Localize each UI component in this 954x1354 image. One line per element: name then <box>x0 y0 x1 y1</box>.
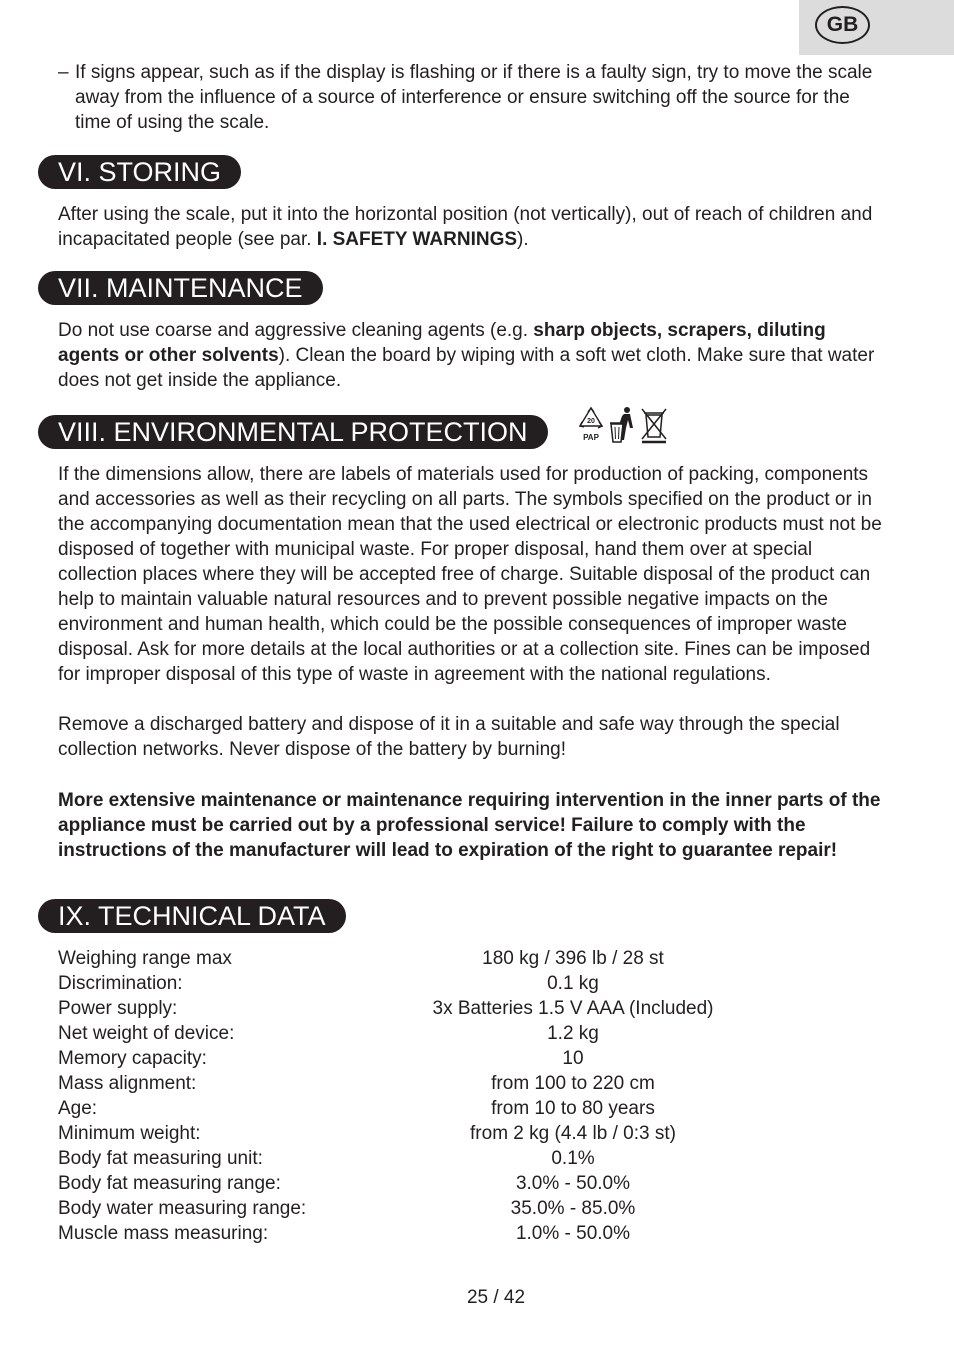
maintenance-text <box>58 318 888 393</box>
spec-value: 0.1 kg <box>547 973 599 994</box>
spec-label: Discrimination: <box>58 973 183 994</box>
spec-label: Body fat measuring range: <box>58 1173 281 1194</box>
spec-value: 3x Batteries 1.5 V AAA (Included) <box>432 998 714 1019</box>
service-warning: More extensive maintenance or maintenance requiring intervention in the inner parts of the appliance must be carried out by a professional service! Failure to comply with the instructions of the manufacturer will lead to expiration of the right to guarantee repair! <box>58 790 881 861</box>
spec-value: 1.0% - 50.0% <box>515 1223 631 1244</box>
spec-row <box>58 1146 858 1171</box>
language-badge: GB <box>815 6 870 44</box>
spec-value: 35.0% - 85.0% <box>510 1198 636 1219</box>
maintenance-bold-items: sharp objects, scrapers, diluting agents or other solvents <box>58 320 826 366</box>
bullet-dash: – <box>58 62 69 83</box>
storing-text <box>58 202 888 252</box>
safety-warnings-ref: I. SAFETY WARNINGS <box>316 229 518 250</box>
technical-heading: IX. TECHNICAL DATA <box>38 899 346 933</box>
interference-bullet <box>58 60 888 135</box>
maintenance-text-end: ). Clean the board by wiping with a soft wet cloth. Make sure that water does not get inside the appliance. <box>58 345 875 391</box>
storing-text-end: ). <box>517 229 529 250</box>
spec-row <box>58 1121 858 1146</box>
spec-label: Body water measuring range: <box>58 1198 307 1219</box>
maintenance-text-start: Do not use coarse and aggressive cleaning agents (e.g. <box>58 320 534 341</box>
interference-text: If signs appear, such as if the display is flashing or if there is a faulty sign, try to move the scale away from the influence of a source of interference or ensure switching off the source for the time of using the scale. <box>75 62 873 133</box>
spec-row <box>58 1221 858 1246</box>
storing-text-start: After using the scale, put it into the horizontal position (not vertically), out of reach of children and incapacitated people (see par. <box>58 204 873 250</box>
tidyman-bin-icon <box>610 407 633 442</box>
spec-label: Mass alignment: <box>58 1073 197 1094</box>
spec-label: Minimum weight: <box>58 1123 201 1144</box>
spec-value: from 10 to 80 years <box>491 1098 655 1119</box>
page-number: 25 / 42 <box>466 1287 526 1308</box>
environment-paragraph-2: Remove a discharged battery and dispose of it in a suitable and safe way through the special collection networks. Never dispose of the battery by burning! <box>58 714 840 760</box>
spec-label: Body fat measuring unit: <box>58 1148 263 1169</box>
spec-label: Power supply: <box>58 998 178 1019</box>
spec-row <box>58 1021 858 1046</box>
environment-paragraph-1: If the dimensions allow, there are labels of materials used for production of packing, components and accessories as well as their recycling on all parts. The symbols specified on the product or in the accompanying documentation mean that the used electrical or electronic products must not be disposed of together with municipal waste. For proper disposal, hand them over at special collection places where they will be accepted free of charge. Suitable disposal of the product can help to maintain valuable natural resources and to prevent possible negative impacts on the environment and human health, which could be the possible consequences of improper waste disposal. Ask for more details at the local authorities or at a collection site. Fines can be imposed for improper disposal of this type of waste in agreement with the national regulations. <box>58 464 882 685</box>
spec-value: 180 kg / 396 lb / 28 st <box>482 948 664 969</box>
eco-icons <box>576 406 670 451</box>
spec-label: Muscle mass measuring: <box>58 1223 269 1244</box>
spec-row <box>58 946 858 971</box>
spec-label: Net weight of device: <box>58 1023 235 1044</box>
spec-value: 0.1% <box>551 1148 595 1169</box>
spec-value: 1.2 kg <box>547 1023 599 1044</box>
pap-label: PAP <box>583 433 599 442</box>
recycling-pap-icon <box>580 408 602 442</box>
spec-row <box>58 1046 858 1071</box>
spec-row <box>58 1196 858 1221</box>
spec-row <box>58 1096 858 1121</box>
spec-row <box>58 971 858 996</box>
crossed-bin-icon <box>642 409 666 442</box>
spec-value: 3.0% - 50.0% <box>515 1173 631 1194</box>
spec-value: 10 <box>562 1048 584 1069</box>
pap-number: 20 <box>587 418 595 425</box>
spec-label: Weighing range max <box>58 948 232 969</box>
spec-row <box>58 1071 858 1096</box>
spec-row <box>58 996 858 1021</box>
storing-heading: VI. STORING <box>38 155 241 189</box>
spec-value: from 2 kg (4.4 lb / 0:3 st) <box>470 1123 676 1144</box>
eco-icons-svg <box>576 406 670 446</box>
spec-label: Age: <box>58 1098 98 1119</box>
maintenance-heading: VII. MAINTENANCE <box>38 271 323 305</box>
spec-value: from 100 to 220 cm <box>491 1073 655 1094</box>
environment-heading: VIII. ENVIRONMENTAL PROTECTION <box>38 415 548 449</box>
spec-label: Memory capacity: <box>58 1048 207 1069</box>
spec-row <box>58 1171 858 1196</box>
